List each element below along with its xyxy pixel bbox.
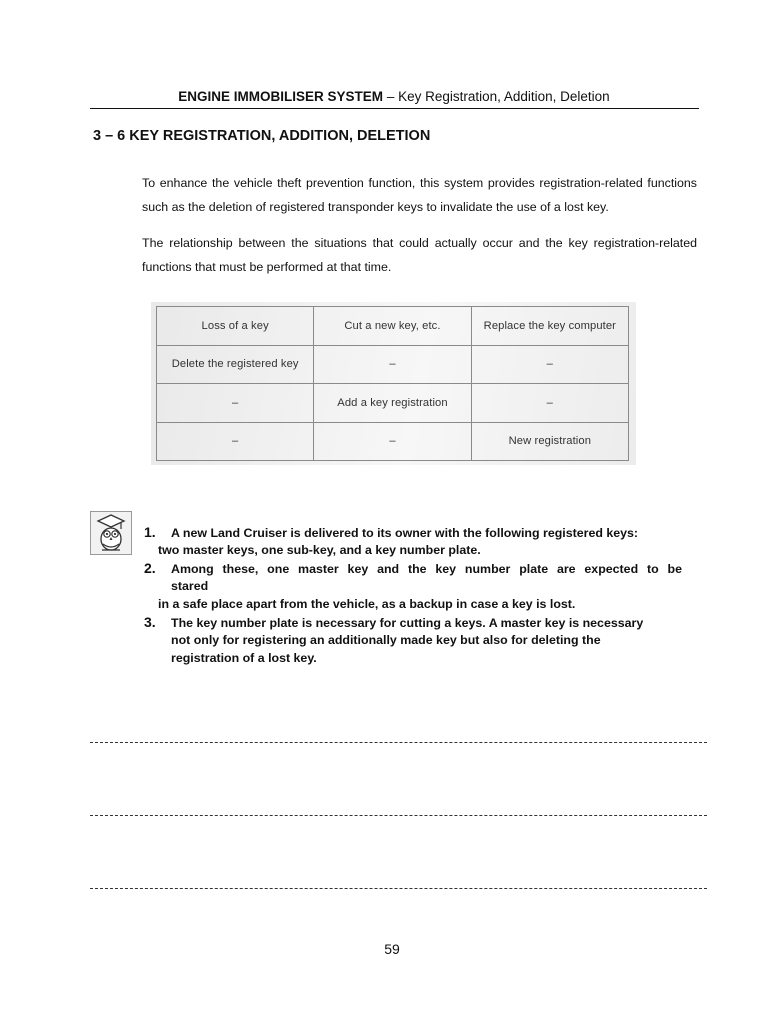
table-row xyxy=(157,384,629,423)
note-item-1 xyxy=(144,523,638,542)
note-item-3 xyxy=(144,613,643,632)
key-function-table-figure xyxy=(151,302,636,465)
table-cell: – xyxy=(471,345,628,384)
note-text: The key number plate is necessary for cutting a keys. A master key is necessary xyxy=(171,616,644,630)
header-title-rest: – Key Registration, Addition, Deletion xyxy=(383,89,610,104)
table-row xyxy=(157,307,629,346)
table-cell: – xyxy=(157,384,314,423)
table-cell: Replace the key computer xyxy=(471,307,628,346)
relationship-paragraph: The relationship between the situations that could actually occur and the key registration-related functions that must be performed at that time. xyxy=(142,236,697,274)
header-title-bold: ENGINE IMMOBILISER SYSTEM xyxy=(178,89,384,104)
note-text: in a safe place apart from the vehicle, as a backup in case a key is lost. xyxy=(158,597,576,611)
note-item-2 xyxy=(144,559,682,578)
page-number: 59 xyxy=(384,941,400,957)
note-text: A new Land Cruiser is delivered to its owner with the following registered keys: xyxy=(171,526,639,540)
owl-graduate-icon xyxy=(90,511,132,555)
table-cell: – xyxy=(157,422,314,461)
table-cell: Delete the registered key xyxy=(157,345,314,384)
intro-paragraph: To enhance the vehicle theft prevention function, this system provides registration-related functions such as the deletion of registered transponder keys to invalidate the use of a lost key. xyxy=(142,176,697,214)
note-text: Among these, one master key and the key number plate are expected to be xyxy=(171,562,682,576)
section-title: 3 – 6 KEY REGISTRATION, ADDITION, DELETION xyxy=(93,128,431,144)
table-cell: New registration xyxy=(471,422,628,461)
table-row xyxy=(157,422,629,461)
note-text: not only for registering an additionally made key but also for deleting the xyxy=(171,633,601,647)
note-text: registration of a lost key. xyxy=(171,651,317,665)
header-rule xyxy=(90,108,699,109)
memo-line xyxy=(90,888,707,889)
note-number: 2. xyxy=(144,560,156,576)
table-cell: – xyxy=(314,345,471,384)
note-text: stared xyxy=(171,579,209,593)
table-cell: – xyxy=(314,422,471,461)
table-cell: Cut a new key, etc. xyxy=(314,307,471,346)
note-text: two master keys, one sub-key, and a key number plate. xyxy=(158,543,481,557)
memo-line xyxy=(90,815,707,816)
table-cell: – xyxy=(471,384,628,423)
key-function-table xyxy=(156,306,629,461)
running-header xyxy=(90,89,698,104)
memo-line xyxy=(90,742,707,743)
table-cell: Add a key registration xyxy=(314,384,471,423)
note-number: 1. xyxy=(144,524,156,540)
table-cell: Loss of a key xyxy=(157,307,314,346)
table-row xyxy=(157,345,629,384)
note-number: 3. xyxy=(144,614,156,630)
